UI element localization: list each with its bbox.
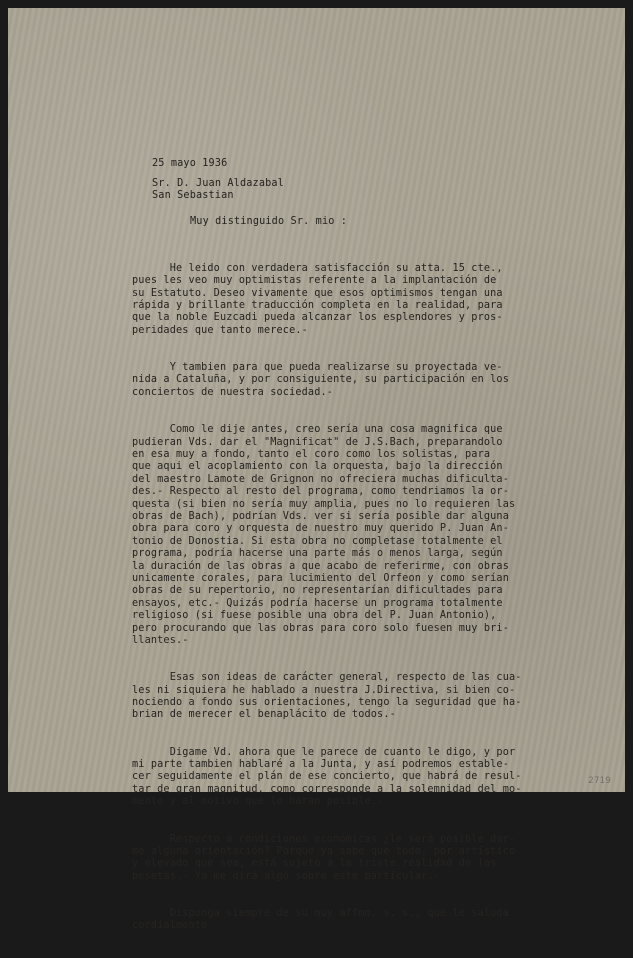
salutation: Muy distinguido Sr. mio : <box>190 216 348 227</box>
closing-paragraph: Disponga siempre de su muy affmo. s. s., que le saluda cordialmente <box>132 907 510 932</box>
paragraph: Respecto a condiciones económicas ¿le será posible dar- me alguna orientación? Porque ya sabe que todo, por artístico y elevado que sea, está sujeto a la triste realidad de las pesetas.- Ya me dirá algo sobre este particular.- <box>132 833 516 882</box>
letter-date: 25 mayo 1936 <box>152 158 228 169</box>
recipient-name: Sr. D. Juan Aldazabal <box>152 178 284 189</box>
recipient-city: San Sebastian <box>152 190 234 202</box>
paragraph: Digame Vd. ahora que le parece de cuanto le digo, y por mi parte tambien hablaré a la Junta, y así podremos estable- cer seguidamente el plán de ese concierto, que habrá de resul- tar de gran magnitud, como corresponde a la solemnidad del mo- mento y al motivo que lo harán posible.- <box>132 746 522 808</box>
paragraph: Y tambien para que pueda realizarse su proyectada ve- nida a Cataluña, y por consiguiente, su participación en los conciertos de nuestra sociedad.- <box>132 362 510 398</box>
recipient-block <box>152 178 284 203</box>
paragraph: He leido con verdadera satisfacción su atta. 15 cte., pues les veo muy optimistas referente a la implantación de su Estatuto. Deseo vivamente que esos optimismos tengan una rápida y brillante traducción completa en la realidad, para que la noble Euzcadi pueda alcanzar los esplendores y pros- peridades que tanto merece.- <box>132 262 503 336</box>
letter-page <box>8 8 625 932</box>
letter-body <box>132 238 612 958</box>
paragraph: Como le dije antes, creo sería una cosa magnifica que pudieran Vds. dar el "Magnificat" de J.S.Bach, preparandolo en esa muy a fondo, tanto el coro como los solistas, para que aqui el acoplamiento con la orquesta, bajo la dirección del maestro Lamote de Grignon no ofreciera muchas dificulta- des.- Respecto al resto del programa, como tendriamos la or- questa (si bien no sería muy amplia, pues no lo requieren las obras de Bach), podrían Vds. ver si sería posible dar alguna obra para coro y orquesta de nuestro muy querido P. Juan An- tonio de Donostia. Si esta obra no completase totalmente el programa, podría hacerse una parte más o menos larga, según la duración de las obras a que acabo de referirme, con obras unicamente corales, para lucimiento del Orfeon y como serían obras de su repertorio, no representarían dificultades para ensayos, etc.- Quizás podría hacerse un programa totalmente religioso (si fuese posible una obra del P. Juan Antonio), pero procurando que las obras para coro solo fuesen muy bri- llantes.- <box>132 424 516 646</box>
archive-number: 2719 <box>588 776 611 786</box>
paragraph: Esas son ideas de carácter general, respecto de las cua- les ni siquiera he hablado a nuestra J.Directiva, si bien co- nociendo a fondo sus orientaciones, tengo la seguridad que ha- brian de merecer el benaplácito de todos.- <box>132 672 522 721</box>
